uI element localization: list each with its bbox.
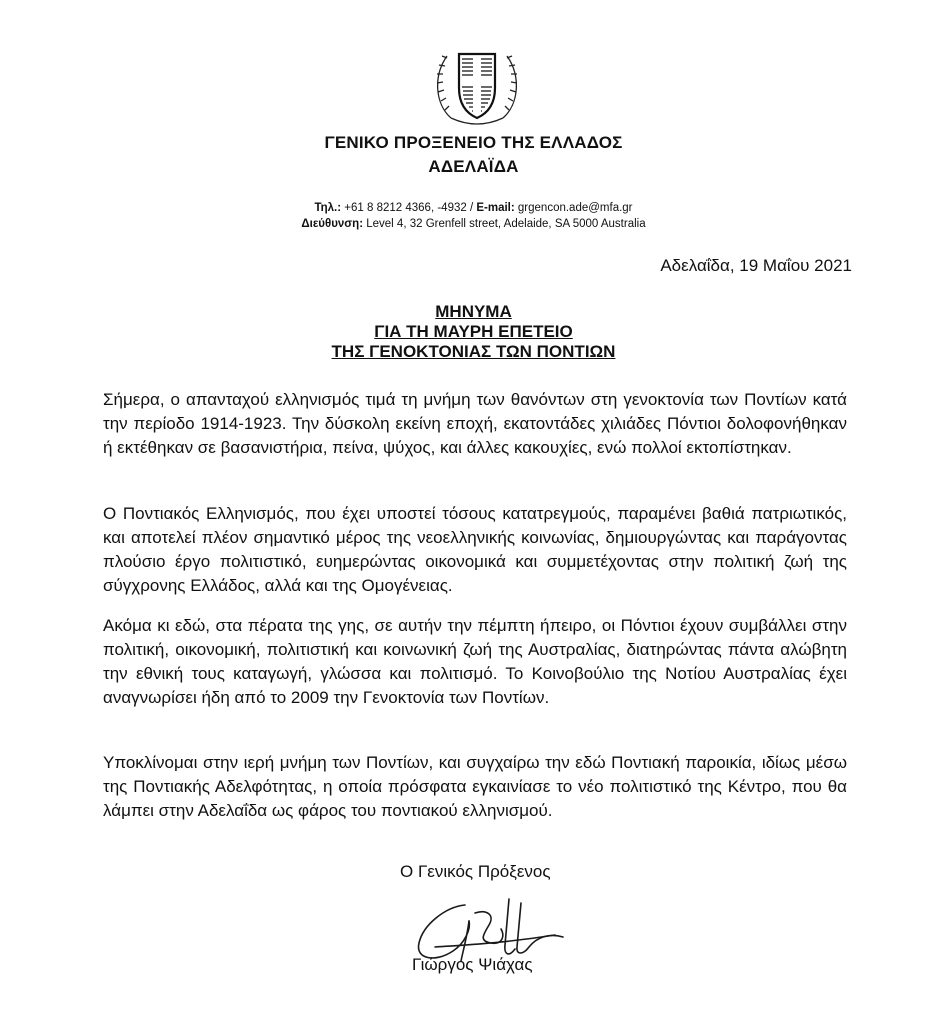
body-paragraph-1: Σήμερα, ο απανταχού ελληνισμός τιμά τη μνήμη των θανόντων στη γενοκτονία των Ποντίων κατά την περίοδο 1914-1923. Την δύσκολη εκείνη εποχή, εκατοντάδες χιλιάδες Πόντιοι δολοφονήθηκαν ή εκτέθηκαν σε βασανιστήρια, πείνα, ψύχος, και άλλες κακουχίες, ενώ πολλοί εκτοπίστηκαν. [103,390,847,457]
greek-coat-of-arms-emblem [431,40,523,128]
phone-value: +61 8 8212 4366, -4932 / [344,202,474,214]
address-label: Διεύθυνση: [301,218,364,230]
body-paragraph-2: Ο Ποντιακός Ελληνισμός, που έχει υποστεί τόσους κατατρεγμούς, παραμένει βαθιά πατριωτικός, και αποτελεί πλέον σημαντικό μέρος της νεοελληνικής κοινωνίας, δημιουργώντας και παράγοντας πλούσιο έργο πολιτιστικό, ευημερώντας οικονομικά και συμμετέχοντας στην πολιτική ζωή της σύγχρονης Ελλάδος, αλλά και της Ομογένειας. [103,504,847,595]
message-title-line1: ΜΗΝΥΜΑ [435,302,512,321]
letter-date: Αδελαΐδα, 19 Μαΐου 2021 [660,256,852,275]
body-paragraph-4: Υποκλίνομαι στην ιερή μνήμη των Ποντίων, και συγχαίρω την εδώ Ποντιακή παροικία, ιδίως μέσω της Ποντιακής Αδελφότητας, η οποία πρόσφατα εγκαινίασε το νέο πολιτιστικό της Κέντρο, που θα λάμπει στην Αδελαΐδα ως φάρος του ποντιακού ελληνισμού. [103,753,847,820]
message-title-line3: ΤΗΣ ΓΕΝΟΚΤΟΝΙΑΣ ΤΩΝ ΠΟΝΤΙΩΝ [331,342,616,361]
email-label: E-mail: [476,202,515,214]
signatory-name: Γιώργος Ψιάχας [412,955,533,974]
consulate-city: ΑΔΕΛΑΪΔΑ [428,157,519,176]
body-paragraph-3: Ακόμα κι εδώ, στα πέρατα της γης, σε αυτήν την πέμπτη ήπειρο, οι Πόντιοι έχουν συμβάλλει στην πολιτική, οικονομική, πολιτιστική και κοινωνική ζωή της Αυστραλίας, διατηρώντας πάντα αλώβητη την εθνική τους καταγωγή, γλώσσα και πολιτισμό. Το Κοινοβούλιο της Νοτίου Αυστραλίας έχει αναγνωρίσει ήδη από το 2009 την Γενοκτονία των Ποντίων. [103,616,847,707]
email-value: grgencon.ade@mfa.gr [517,202,633,214]
signatory-role: Ο Γενικός Πρόξενος [400,862,551,881]
consulate-name: ΓΕΝΙΚΟ ΠΡΟΞΕΝΕΙΟ ΤΗΣ ΕΛΛΑΔΟΣ [324,133,623,152]
address-value: Level 4, 32 Grenfell street, Adelaide, SA 5000 Australia [366,218,646,230]
contact-address [0,218,947,230]
message-title-line2: ΓΙΑ ΤΗ ΜΑΥΡΗ ΕΠΕΤΕΙΟ [374,322,573,341]
contact-phone-email [0,202,947,214]
phone-label: Τηλ.: [314,202,342,214]
